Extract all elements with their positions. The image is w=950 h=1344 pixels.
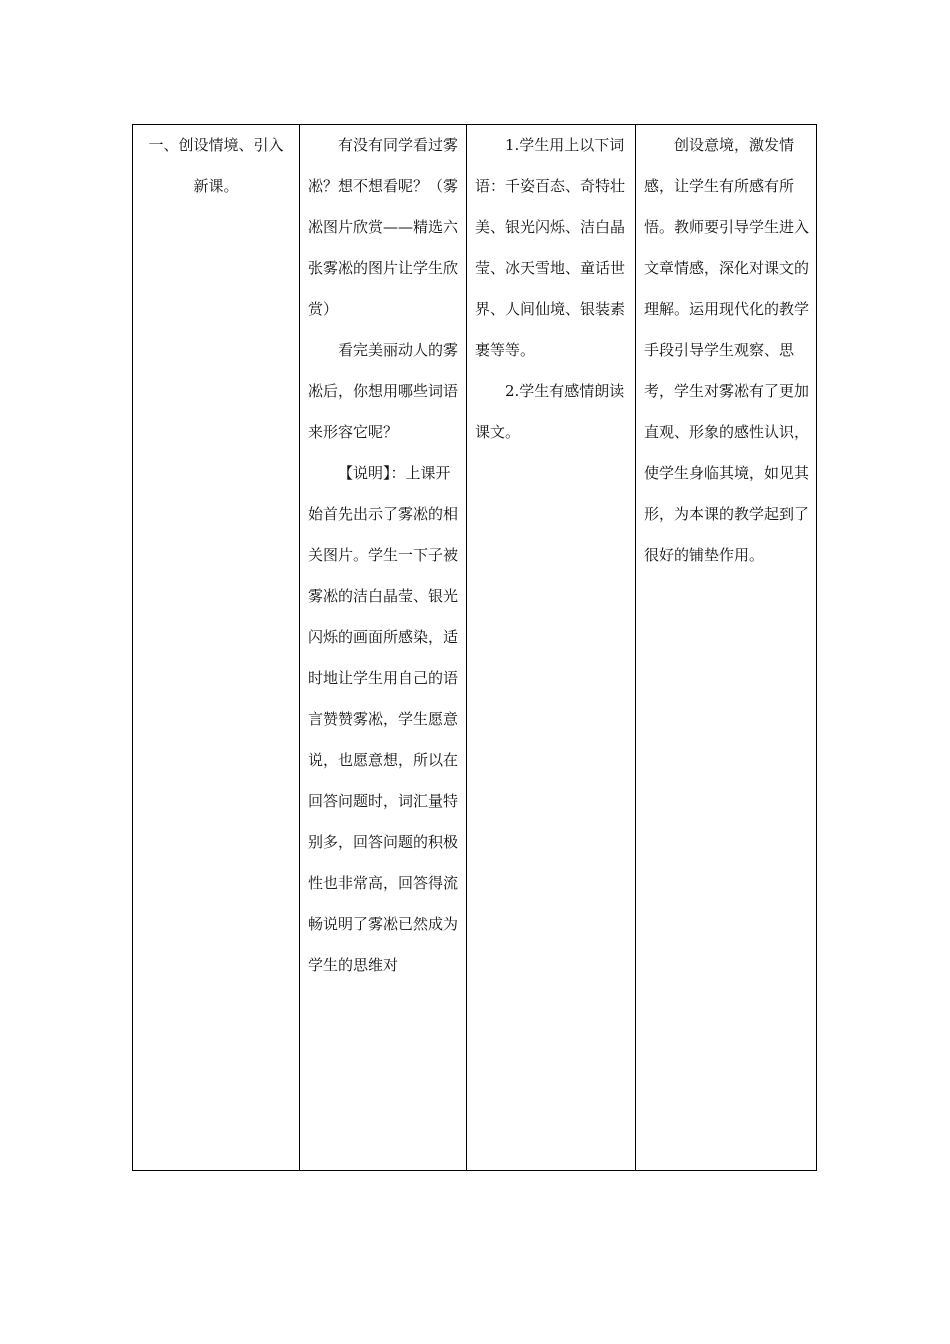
- design-intent-paragraph: 创设意境，激发情感，让学生有所感有所悟。教师要引导学生进入文章情感，深化对课文的理解。运用现代化的教学手段引导学生观察、思考，学生对雾凇有了更加直观、形象的感性认识，使学生身临其境，如见其形，为本课的教学起到了很好的铺垫作用。: [644, 136, 810, 564]
- teacher-activity-cell: [300, 125, 467, 1171]
- student-paragraph: 1.学生用上以下词语：千姿百态、奇特壮美、银光闪烁、洁白晶莹、冰天雪地、童话世界、人间仙境、银装素裹等等。: [475, 136, 626, 359]
- teacher-paragraph: 看完美丽动人的雾凇后，你想用哪些词语来形容它呢？: [308, 341, 459, 441]
- teacher-paragraph: 有没有同学看过雾凇？想不想看呢？（雾凇图片欣赏——精选六张雾凇的图片让学生欣赏）: [308, 136, 459, 318]
- stage-cell: [133, 125, 300, 1171]
- teacher-paragraph: 【说明】：上课开始首先出示了雾凇的相关图片。学生一下子被雾凇的洁白晶莹、银光闪烁的画面所感染，适时地让学生用自己的语言赞赞雾凇，学生愿意说，也愿意想，所以在回答问题时，词汇量特别多，回答问题的积极性也非常高，回答得流畅说明了雾凇已然成为学生的思维对: [308, 464, 459, 974]
- lesson-plan-table: [132, 124, 817, 1171]
- table-row: [133, 125, 817, 1171]
- student-activity-cell: [467, 125, 636, 1171]
- stage-text: 一、创设情境、引入新课。: [148, 136, 284, 195]
- student-paragraph: 2.学生有感情朗读课文。: [475, 382, 625, 441]
- design-intent-cell: [636, 125, 817, 1171]
